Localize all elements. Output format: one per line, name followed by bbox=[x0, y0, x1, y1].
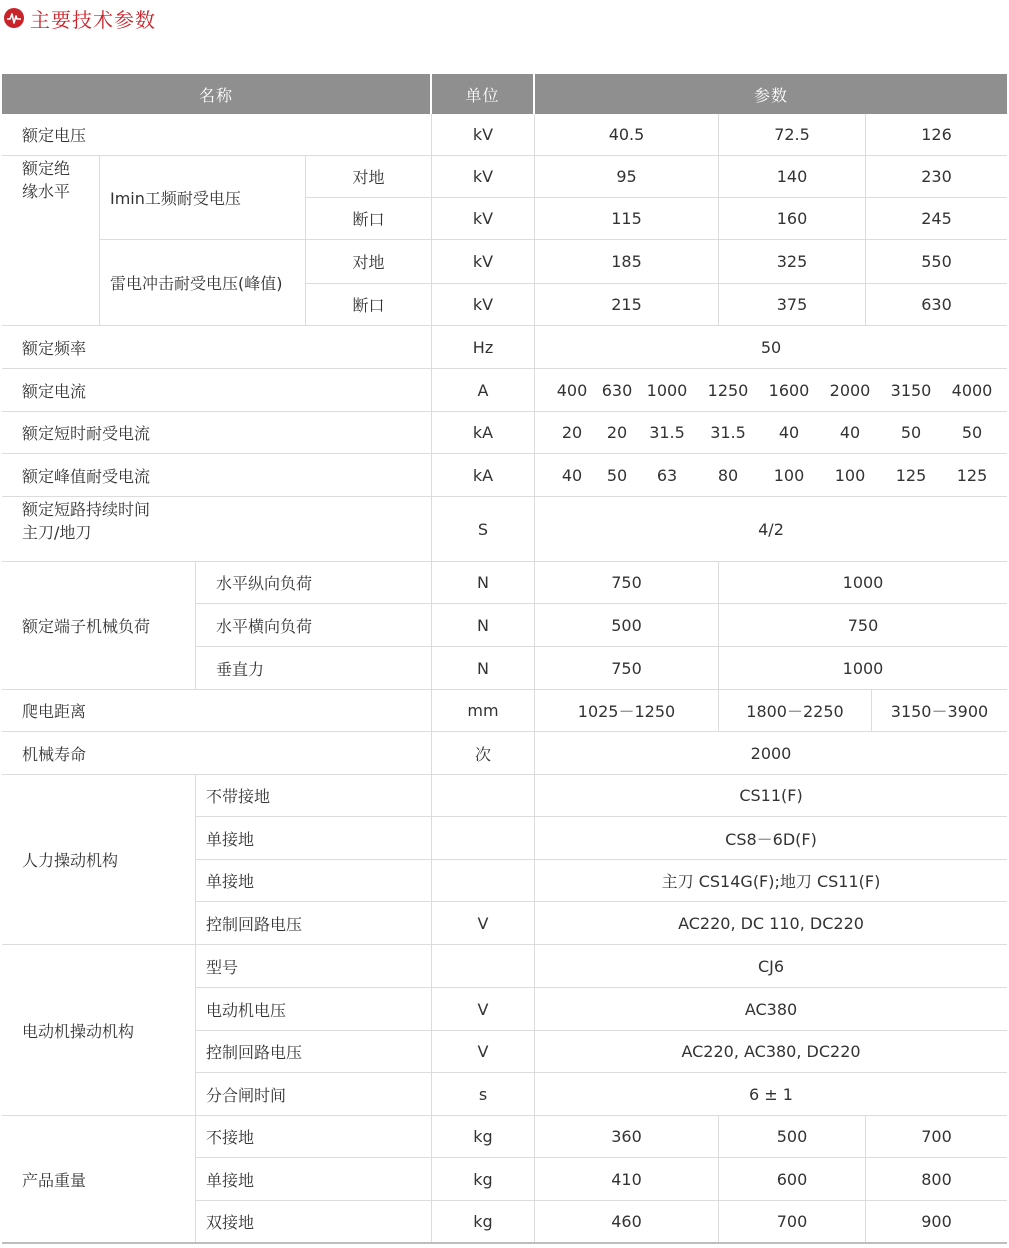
weight-no-earthing-value: 700 bbox=[921, 1127, 952, 1146]
creepage-value: 3150－3900 bbox=[890, 702, 989, 721]
power-freq-ground-value: 230 bbox=[921, 167, 952, 186]
weight-single-earthing-label: 单接地 bbox=[206, 1170, 255, 1190]
manual-control-voltage-label: 控制回路电压 bbox=[206, 914, 303, 934]
rated-current-label: 额定电流 bbox=[22, 381, 87, 401]
rated-current-value: 1600 bbox=[768, 380, 810, 400]
manual-single-earthing2-unit bbox=[432, 860, 534, 901]
lightning-break-value: 630 bbox=[921, 295, 952, 314]
table-body bbox=[2, 114, 1007, 1244]
lightning-break-value: 375 bbox=[776, 295, 808, 314]
motor-control-voltage-unit: V bbox=[477, 1042, 489, 1061]
rated-frequency-unit: Hz bbox=[472, 337, 494, 357]
lightning-break-value: 215 bbox=[611, 295, 642, 314]
weight-label: 产品重量 bbox=[22, 1170, 87, 1190]
motor-voltage-value: AC380 bbox=[744, 999, 798, 1019]
weight-no-earthing-label: 不接地 bbox=[206, 1128, 255, 1147]
weight-double-earthing-value: 700 bbox=[776, 1212, 808, 1231]
peak-current-unit: kA bbox=[472, 465, 494, 485]
manual-no-earthing-label: 不带接地 bbox=[206, 787, 271, 806]
motor-switching-time-value: 6 ± 1 bbox=[749, 1084, 793, 1104]
short-time-current-value: 20 bbox=[606, 423, 628, 442]
short-time-current-value: 31.5 bbox=[710, 423, 746, 442]
lightning-ground-label: 对地 bbox=[352, 253, 385, 272]
terminal-load-transverse-value: 500 bbox=[611, 615, 642, 635]
lightning-ground-unit: kV bbox=[472, 252, 494, 271]
rated-current-value: 4000 bbox=[951, 380, 993, 400]
manual-single-earthing-label: 单接地 bbox=[206, 829, 255, 849]
weight-no-earthing-value: 500 bbox=[776, 1127, 808, 1146]
manual-single-earthing2-label: 单接地 bbox=[206, 872, 255, 891]
insulation-label bbox=[2, 156, 99, 325]
motor-switching-time-label: 分合闸时间 bbox=[206, 1085, 287, 1105]
rated-voltage-unit: kV bbox=[472, 125, 494, 144]
short-time-current-value: 50 bbox=[961, 423, 983, 442]
terminal-load-transverse-label: 水平横向负荷 bbox=[216, 616, 313, 636]
rated-current-value: 630 bbox=[601, 380, 633, 400]
insulation-label-line1: 额定绝 bbox=[22, 159, 71, 178]
peak-current-value: 63 bbox=[656, 465, 678, 485]
short-circuit-duration-line2: 主刀/地刀 bbox=[22, 523, 92, 542]
manual-control-voltage-unit: V bbox=[477, 913, 489, 933]
rated-frequency-value: 50 bbox=[760, 337, 782, 357]
terminal-load-longitudinal-label: 水平纵向负荷 bbox=[216, 574, 313, 593]
motor-voltage-label: 电动机电压 bbox=[206, 1000, 287, 1020]
terminal-load-longitudinal-unit: N bbox=[477, 573, 489, 592]
short-circuit-duration-value: 4/2 bbox=[758, 519, 784, 539]
terminal-load-transverse-unit: N bbox=[477, 615, 489, 635]
short-circuit-duration-line1: 额定短路持续时间 bbox=[22, 500, 151, 519]
weight-no-earthing-value: 360 bbox=[611, 1127, 642, 1146]
peak-current-value: 100 bbox=[773, 465, 805, 485]
short-time-current-value: 31.5 bbox=[649, 423, 685, 442]
mechanical-life-label: 机械寿命 bbox=[22, 744, 87, 764]
power-freq-break-value: 160 bbox=[776, 209, 808, 228]
pulse-icon bbox=[4, 8, 24, 28]
power-freq-ground-value: 140 bbox=[776, 167, 808, 186]
peak-current-value: 125 bbox=[895, 465, 927, 485]
power-freq-break-value: 115 bbox=[611, 209, 642, 228]
peak-current-value: 100 bbox=[834, 465, 866, 485]
weight-single-earthing-value: 410 bbox=[611, 1169, 642, 1189]
weight-double-earthing-label: 双接地 bbox=[206, 1213, 255, 1232]
short-time-current-value: 40 bbox=[839, 423, 861, 442]
manual-single-earthing2-value: 主刀 CS14G(F);地刀 CS11(F) bbox=[661, 872, 881, 891]
terminal-load-vertical-value: 750 bbox=[611, 658, 642, 678]
short-time-current-unit: kA bbox=[472, 423, 494, 442]
short-time-current-value: 50 bbox=[900, 423, 922, 442]
weight-single-earthing-value: 600 bbox=[776, 1169, 808, 1189]
weight-single-earthing-unit: kg bbox=[473, 1169, 493, 1189]
weight-single-earthing-value: 800 bbox=[921, 1169, 952, 1189]
peak-current-value: 80 bbox=[717, 465, 739, 485]
peak-current-value: 125 bbox=[956, 465, 988, 485]
power-freq-ground-unit: kV bbox=[472, 167, 494, 186]
motor-model-value: CJ6 bbox=[757, 956, 785, 976]
section-title-text: 主要技术参数 bbox=[30, 7, 156, 32]
peak-current-label: 额定峰值耐受电流 bbox=[22, 466, 151, 486]
creepage-label: 爬电距离 bbox=[22, 702, 87, 721]
rated-frequency-label: 额定频率 bbox=[22, 338, 87, 358]
short-circuit-duration-unit: S bbox=[477, 519, 489, 539]
short-circuit-duration-label bbox=[2, 497, 431, 561]
header-name: 名称 bbox=[2, 74, 430, 114]
terminal-load-longitudinal-value: 1000 bbox=[842, 573, 884, 592]
header-params: 参数 bbox=[535, 74, 1007, 114]
rated-current-value: 1000 bbox=[646, 380, 688, 400]
motor-model-unit bbox=[432, 945, 534, 987]
creepage-value: 1800－2250 bbox=[746, 702, 844, 721]
lightning-label: 雷电冲击耐受电压(峰值) bbox=[110, 274, 283, 293]
motor-mechanism-label: 电动机操动机构 bbox=[22, 1021, 135, 1041]
rated-current-value: 1250 bbox=[707, 380, 749, 400]
peak-current-value: 40 bbox=[561, 465, 583, 485]
motor-voltage-unit: V bbox=[477, 999, 489, 1019]
lightning-ground-value: 550 bbox=[921, 252, 952, 271]
motor-control-voltage-value: AC220, AC380, DC220 bbox=[681, 1042, 861, 1061]
terminal-load-vertical-label: 垂直力 bbox=[216, 659, 265, 679]
weight-double-earthing-unit: kg bbox=[473, 1212, 493, 1231]
lightning-break-label: 断口 bbox=[352, 296, 385, 315]
rated-current-value: 3150 bbox=[890, 380, 932, 400]
manual-no-earthing-value: CS11(F) bbox=[739, 786, 803, 805]
terminal-load-longitudinal-value: 750 bbox=[611, 573, 642, 592]
manual-single-earthing-value: CS8－6D(F) bbox=[725, 829, 817, 849]
manual-mechanism-label: 人力操动机构 bbox=[22, 851, 119, 870]
power-freq-ground-label: 对地 bbox=[352, 168, 385, 187]
weight-double-earthing-value: 900 bbox=[921, 1212, 952, 1231]
weight-double-earthing-value: 460 bbox=[611, 1212, 642, 1231]
creepage-unit: mm bbox=[467, 701, 499, 720]
power-freq-break-unit: kV bbox=[472, 209, 494, 228]
header-unit: 单位 bbox=[432, 74, 533, 114]
power-freq-break-label: 断口 bbox=[352, 210, 385, 229]
terminal-load-label: 额定端子机械负荷 bbox=[22, 617, 151, 636]
rated-voltage-value: 40.5 bbox=[608, 125, 645, 144]
weight-no-earthing-unit: kg bbox=[473, 1127, 493, 1146]
lightning-ground-value: 185 bbox=[611, 252, 642, 271]
rated-current-value: 2000 bbox=[829, 380, 871, 400]
motor-switching-time-unit: s bbox=[478, 1084, 488, 1104]
short-time-current-value: 20 bbox=[561, 423, 583, 442]
peak-current-value: 50 bbox=[606, 465, 628, 485]
terminal-load-transverse-value: 750 bbox=[847, 615, 879, 635]
creepage-value: 1025－1250 bbox=[577, 702, 676, 721]
rated-voltage-value: 72.5 bbox=[774, 125, 810, 144]
rated-current-value: 400 bbox=[556, 380, 588, 400]
rated-current-unit: A bbox=[477, 380, 489, 400]
insulation-label-line2: 缘水平 bbox=[22, 182, 71, 201]
motor-model-label: 型号 bbox=[206, 957, 239, 977]
mechanical-life-unit: 次 bbox=[474, 744, 491, 764]
lightning-break-unit: kV bbox=[472, 295, 494, 314]
lightning-ground-value: 325 bbox=[776, 252, 808, 271]
terminal-load-vertical-unit: N bbox=[477, 658, 489, 678]
motor-control-voltage-label: 控制回路电压 bbox=[206, 1043, 303, 1062]
manual-control-voltage-value: AC220, DC 110, DC220 bbox=[678, 913, 864, 933]
manual-single-earthing-unit bbox=[432, 817, 534, 859]
rated-voltage-label: 额定电压 bbox=[22, 126, 87, 145]
power-freq-label: Imin工频耐受电压 bbox=[110, 189, 241, 208]
power-freq-break-value: 245 bbox=[921, 209, 952, 228]
short-time-current-value: 40 bbox=[778, 423, 800, 442]
short-time-current-label: 额定短时耐受电流 bbox=[22, 424, 151, 443]
section-title bbox=[4, 4, 156, 32]
mechanical-life-value: 2000 bbox=[750, 743, 792, 763]
terminal-load-vertical-value: 1000 bbox=[842, 658, 884, 678]
manual-no-earthing-unit bbox=[432, 775, 534, 816]
rated-voltage-value: 126 bbox=[921, 125, 952, 144]
power-freq-ground-value: 95 bbox=[616, 167, 637, 186]
